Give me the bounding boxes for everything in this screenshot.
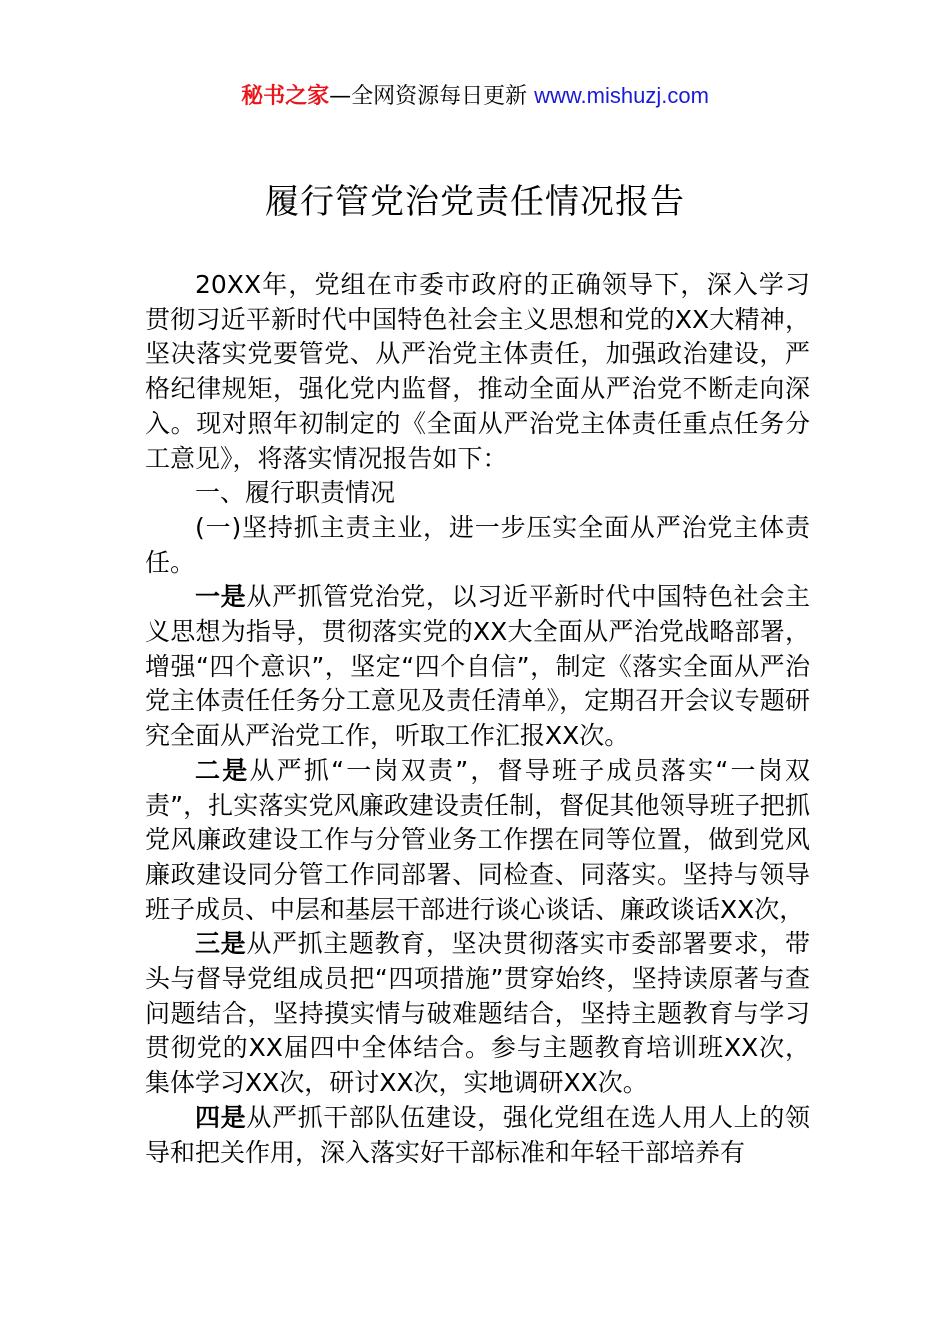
point-text: 从严抓干部队伍建设，强化党组在选人用人上的领导和把关作用，深入落实好干部标准和年轻干部培养有 (145, 1102, 810, 1167)
point-text: 从严抓主题教育，坚决贯彻落实市委部署要求，带头与督导党组成员把“四项措施”贯穿始终，坚持读原著与查问题结合，坚持摸实情与破难题结合，坚持主题教育与学习贯彻党的XX届四中全体结合。参与主题教育培训班XX次，集体学习XX次，研讨XX次，实地调研XX次。 (145, 929, 810, 1098)
point-paragraph-2 (145, 754, 810, 928)
site-banner (0, 80, 950, 113)
section-heading: 一、履行职责情况 (195, 478, 396, 508)
intro-paragraph: 20XX年，党组在市委市政府的正确领导下，深入学习贯彻习近平新时代中国特色社会主义思想和党的XX大精神，坚决落实党要管党、从严治党主体责任，加强政治建设，严格纪律规矩，强化党内监督，推动全面从严治党不断走向深入。现对照年初制定的《全面从严治党主体责任重点任务分工意见》，将落实情况报告如下： (145, 270, 810, 473)
document-body (145, 268, 810, 1170)
point-lead: 二是 (195, 755, 250, 785)
point-text: 从严抓管党治党，以习近平新时代中国特色社会主义思想为指导，贯彻落实党的XX大全面从严治党战略部署，增强“四个意识”，坚定“四个自信”，制定《落实全面从严治党主体责任任务分工意见及责任清单》，定期召开会议专题研究全面从严治党工作，听取工作汇报XX次。 (145, 582, 810, 751)
point-paragraph-4 (145, 1101, 810, 1170)
point-lead: 三是 (195, 929, 247, 959)
point-lead: 一是 (195, 582, 247, 612)
subsection-heading: (一)坚持抓主责主业，进一步压实全面从严治党主体责任。 (145, 512, 810, 577)
point-lead: 四是 (195, 1102, 247, 1132)
point-paragraph-1 (145, 580, 810, 754)
site-url-link[interactable]: www.mishuzj.com (534, 83, 709, 108)
point-text: 从严抓“一岗双责”，督导班子成员落实“一岗双责”，扎实落实党风廉政建设责任制，督促其他领导班子把抓党风廉政建设工作与分管业务工作摆在同等位置，做到党风廉政建设同分管工作同部署、同检查、同落实。坚持与领导班子成员、中层和基层干部进行谈心谈话、廉政谈话XX次， (145, 755, 810, 924)
brand-name: 秘书之家 (241, 84, 330, 109)
brand-tagline: —全网资源每日更新 (329, 84, 528, 109)
point-paragraph-3 (145, 927, 810, 1101)
document-title: 履行管党治党责任情况报告 (265, 182, 685, 222)
